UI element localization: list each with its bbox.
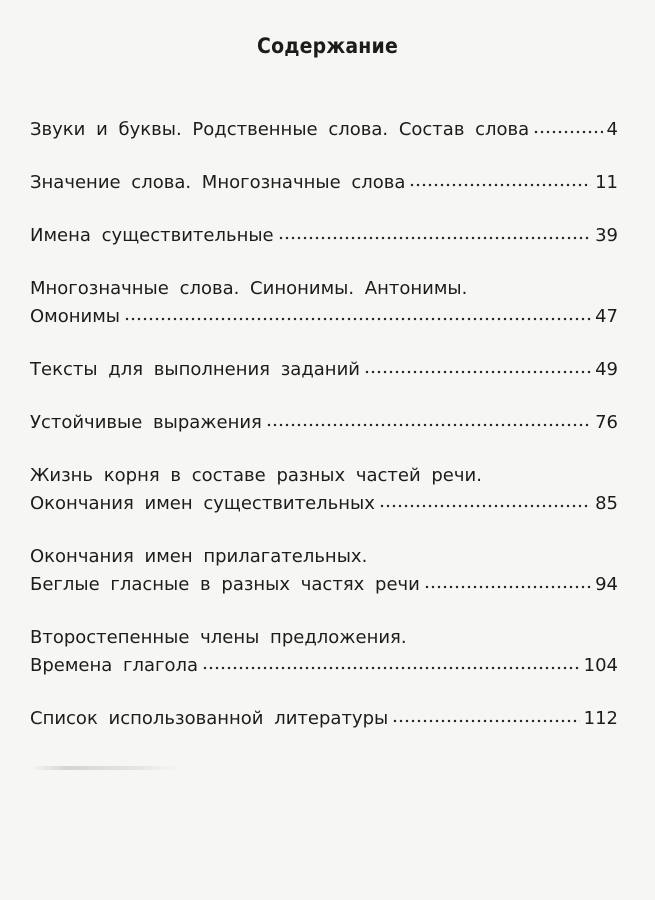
toc-entry-title-line: Второстепенные члены предложения. (30, 627, 407, 648)
table-of-contents (30, 116, 618, 758)
toc-entry (30, 356, 618, 384)
toc-entry (30, 275, 618, 331)
toc-entry-line (30, 705, 618, 733)
toc-page-number: 85 (595, 493, 618, 514)
toc-entry (30, 624, 618, 680)
dot-leader (379, 504, 591, 508)
toc-entry-title: Значение слова. Многозначные слова (30, 172, 406, 193)
toc-entry-title: Беглые гласные в разных частях речи (30, 574, 420, 595)
toc-entry-line (30, 356, 618, 384)
toc-page-number: 76 (595, 412, 618, 433)
toc-entry (30, 462, 618, 518)
toc-entry-line (30, 169, 618, 197)
toc-entry (30, 705, 618, 733)
toc-entry-line (30, 116, 618, 144)
toc-page-number: 4 (606, 119, 618, 140)
dot-leader (266, 423, 591, 427)
toc-entry (30, 169, 618, 197)
toc-entry-title: Имена существительные (30, 225, 274, 246)
toc-entry-title-line: Многозначные слова. Синонимы. Антонимы. (30, 278, 468, 299)
toc-page-number: 94 (595, 574, 618, 595)
toc-entry-line (30, 571, 618, 599)
toc-entry-line (30, 490, 618, 518)
toc-entry (30, 543, 618, 599)
toc-page-number: 11 (595, 172, 618, 193)
toc-entry (30, 116, 618, 144)
page-title: Содержание (257, 34, 398, 58)
toc-entry-line (30, 652, 618, 680)
toc-page-number: 104 (583, 655, 618, 676)
toc-entry-title-line: Жизнь корня в составе разных частей речи. (30, 465, 482, 486)
dot-leader (424, 585, 591, 589)
toc-entry-title: Омонимы (30, 306, 121, 327)
toc-entry-title: Список использованной литературы (30, 708, 389, 729)
toc-entry (30, 409, 618, 437)
dot-leader (278, 236, 591, 240)
toc-entry-line (30, 409, 618, 437)
toc-entry-title-line: Окончания имен прилагательных. (30, 546, 368, 567)
toc-entry (30, 222, 618, 250)
toc-entry-title: Времена глагола (30, 655, 199, 676)
toc-entry-line (30, 222, 618, 250)
toc-entry-title: Тексты для выполнения заданий (30, 359, 360, 380)
dot-leader (409, 183, 591, 187)
dot-leader (392, 719, 579, 723)
dot-leader (124, 317, 591, 321)
toc-entry-line (30, 303, 618, 331)
dot-leader (202, 666, 580, 670)
print-smudge (30, 766, 180, 770)
toc-entry-title: Устойчивые выражения (30, 412, 262, 433)
toc-entry-title: Окончания имен существительных (30, 493, 375, 514)
toc-page-number: 49 (595, 359, 618, 380)
toc-page-number: 39 (595, 225, 618, 246)
dot-leader (533, 130, 602, 134)
toc-entry-title: Звуки и буквы. Родственные слова. Состав слова (30, 119, 530, 140)
dot-leader (364, 370, 591, 374)
toc-page-number: 47 (595, 306, 618, 327)
toc-page-number: 112 (583, 708, 618, 729)
